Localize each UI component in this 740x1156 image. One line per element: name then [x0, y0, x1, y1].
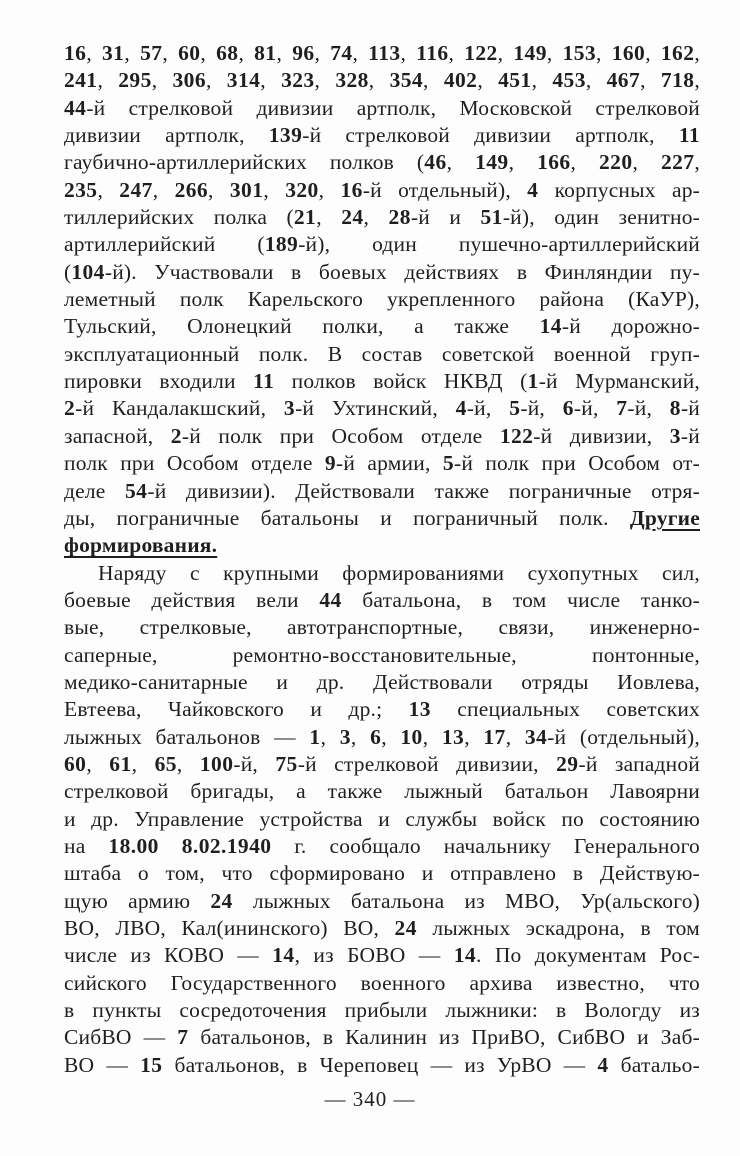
numeral: 220 — [599, 150, 633, 175]
numeral: 4 — [597, 1052, 609, 1077]
text-line: запасной, 2-й полк при Особом отделе 122-й дивизии, 3-й — [64, 423, 700, 448]
numeral: 6 — [370, 724, 382, 749]
numeral: 68 — [216, 41, 239, 65]
numeral: 116 — [416, 41, 449, 65]
text-line: ВО, ЛВО, Кал(ининского) ВО, 24 лыжных эскадрона, в том — [64, 916, 700, 940]
text-line: СибВО — 7 батальонов, в Калинин из ПриВО, СибВО и Заб- — [64, 1025, 700, 1050]
numeral: 247 — [119, 177, 153, 202]
text-line: Евтеева, Чайковского и др.; 13 специальных советских — [64, 697, 701, 722]
numeral: 301 — [229, 177, 264, 202]
numeral: 65 — [154, 751, 177, 776]
text-line: лыжных батальонов — 1, 3, 6, 10, 13, 17, 34-й (отдельный), — [64, 724, 700, 749]
numeral: 104 — [71, 259, 105, 284]
numeral: 8 — [669, 396, 681, 421]
numeral: 13 — [441, 724, 465, 749]
numeral: 81 — [254, 41, 277, 65]
numeral: 153 — [562, 41, 597, 65]
text-line: в пункты сосредоточения прибыли лыжники: в Вологду из — [64, 998, 700, 1023]
numeral: 60 — [178, 41, 201, 65]
numeral: 31 — [102, 41, 125, 65]
numeral: 160 — [611, 41, 646, 65]
numeral: 6 — [562, 396, 574, 421]
numeral: 453 — [552, 68, 586, 93]
numeral: 2 — [64, 396, 76, 421]
numeral: 100 — [199, 751, 234, 776]
numeral: 14 — [539, 314, 562, 339]
numeral: 24 — [394, 916, 417, 940]
text-line: 60, 61, 65, 100-й, 75-й стрелковой дивизии, 29-й западной — [64, 751, 701, 776]
numeral: 166 — [537, 150, 571, 175]
numeral: 314 — [226, 68, 261, 93]
numeral: 28 — [388, 205, 411, 230]
text-line: артиллерийский (189-й), один пушечно-артиллерийский — [64, 232, 700, 257]
numeral: 328 — [335, 68, 369, 93]
numeral: 21 — [293, 205, 317, 230]
text-line — [64, 532, 700, 559]
numeral: 451 — [498, 68, 532, 93]
numeral: 7 — [177, 1025, 189, 1050]
text-line: ВО — 15 батальонов, в Череповец — из УрВО — 4 батальо- — [64, 1052, 700, 1077]
numeral: 235 — [64, 177, 98, 202]
text-block — [64, 40, 700, 1079]
text-line: Тульский, Олонецкий полки, а также 14-й дорожно- — [64, 314, 701, 339]
emphasis-phrase: Другие — [629, 505, 700, 530]
numeral: 3 — [283, 396, 296, 421]
numeral: 306 — [172, 68, 206, 93]
numeral: 61 — [109, 751, 132, 776]
text-line: 241, 295, 306, 314, 323, 328, 354, 402, 451, 453, 467, 718, — [64, 68, 700, 93]
numeral: 13 — [408, 697, 431, 722]
numeral: 5 — [509, 396, 521, 421]
text-line: и др. Управление устройства и службы войск по состоянию — [64, 806, 700, 831]
text-line: ды, пограничные батальоны и пограничный полк. Другие — [64, 505, 700, 530]
numeral: 162 — [660, 41, 695, 65]
text-line: щую армию 24 лыжных батальона из МВО, Ур(альского) — [64, 888, 701, 913]
numeral: 24 — [341, 205, 364, 230]
text-line: деле 54-й дивизии). Действовали также пограничные отря- — [64, 478, 700, 503]
text-line: боевые действия вели 44 батальона, в том числе танко- — [64, 587, 700, 612]
numeral: 189 — [264, 232, 299, 257]
numeral: 14 — [272, 943, 295, 968]
text-line: полк при Особом отделе 9-й армии, 5-й полк при Особом от- — [64, 451, 701, 476]
text-line: тиллерийских полка (21, 24, 28-й и 51-й), один зенитно- — [64, 205, 701, 230]
numeral: 16 — [340, 177, 363, 202]
text-line: Наряду с крупными формированиями сухопутных сил, — [98, 560, 700, 585]
numeral: 266 — [174, 177, 209, 202]
numeral: 402 — [443, 68, 478, 93]
numeral: 1 — [309, 724, 321, 749]
numeral: 9 — [324, 451, 337, 476]
numeral: 4 — [455, 396, 467, 421]
text-line: 235, 247, 266, 301, 320, 16-й отдельный), 4 корпусных ар- — [64, 177, 701, 202]
numeral: 16 — [64, 41, 87, 65]
text-line: 44-й стрелковой дивизии артполк, Московской стрелковой — [64, 95, 700, 120]
numeral: 44 — [64, 95, 87, 120]
numeral: 2 — [170, 423, 182, 448]
numeral: 295 — [118, 68, 152, 93]
numeral: 5 — [442, 451, 454, 476]
numeral: 14 — [453, 943, 476, 968]
numeral: 60 — [64, 751, 87, 776]
numeral: 51 — [480, 205, 503, 230]
numeral: 113 — [368, 41, 401, 65]
numeral: 18.00 — [108, 833, 159, 858]
text-line: пировки входили 11 полков войск НКВД (1-й Мурманский, — [64, 369, 701, 394]
text-line: штаба о том, что сформировано и отправлено в Действую- — [64, 861, 700, 886]
text-line: сийского Государственного военного архива известно, что — [64, 970, 700, 995]
numeral: 467 — [606, 68, 641, 93]
numeral: 46 — [424, 150, 447, 175]
numeral: 149 — [475, 150, 509, 175]
numeral: 11 — [253, 369, 275, 394]
numeral: 24 — [210, 888, 233, 913]
numeral: 122 — [464, 41, 498, 65]
numeral: 44 — [319, 587, 342, 612]
text-line: числе из КОВО — 14, из БОВО — 14. По документам Рос- — [64, 943, 700, 968]
numeral: 11 — [678, 123, 700, 148]
text-line: 2-й Кандалакшский, 3-й Ухтинский, 4-й, 5-й, 6-й, 7-й, 8-й — [64, 396, 701, 421]
text-line: стрелковой бригады, а также лыжный батальон Лавоярни — [64, 779, 700, 804]
text-line: саперные, ремонтно-восстановительные, понтонные, — [64, 642, 700, 667]
page-number: — 340 — — [324, 1087, 416, 1111]
numeral: 354 — [389, 68, 424, 93]
text-line: дивизии артполк, 139-й стрелковой дивизии артполк, 11 — [64, 123, 700, 148]
text-line: (104-й). Участвовали в боевых действиях в Финляндии пу- — [64, 259, 700, 284]
numeral: 1 — [527, 369, 539, 394]
numeral: 227 — [660, 150, 695, 175]
numeral: 15 — [140, 1052, 163, 1077]
numeral: 17 — [483, 724, 506, 749]
text-line: эксплуатационный полк. В состав советской военной груп- — [64, 341, 700, 366]
numeral: 323 — [281, 68, 315, 93]
numeral: 10 — [400, 724, 423, 749]
numeral: 320 — [285, 177, 319, 202]
numeral: 718 — [660, 68, 695, 93]
text-line: 16, 31, 57, 60, 68, 81, 96, 74, 113, 116, 122, 149, 153, 160, 162, — [64, 41, 700, 65]
numeral: 139 — [268, 123, 303, 148]
numeral: 34 — [524, 724, 548, 749]
numeral: 122 — [499, 423, 534, 448]
text-line: вые, стрелковые, автотранспортные, связи, инженерно- — [64, 615, 700, 640]
numeral: 7 — [616, 396, 628, 421]
numeral: 241 — [64, 68, 98, 93]
emphasis-phrase: формирования. — [64, 533, 218, 558]
numeral: 149 — [513, 41, 547, 65]
numeral: 8.02.1940 — [181, 833, 272, 858]
numeral: 3 — [339, 724, 351, 749]
numeral: 74 — [330, 41, 353, 65]
numeral: 4 — [527, 177, 539, 202]
numeral: 96 — [292, 41, 315, 65]
text-line: медико-санитарные и др. Действовали отряды Иовлева, — [64, 669, 700, 694]
numeral: 75 — [275, 751, 298, 776]
numeral: 29 — [556, 751, 579, 776]
numeral: 3 — [669, 423, 681, 448]
text-line: на 18.00 8.02.1940 г. сообщало начальнику Генерального — [64, 833, 701, 858]
numeral: 54 — [125, 478, 148, 503]
text-line: леметный полк Карельского укрепленного района (КаУР), — [64, 287, 700, 312]
text-line: гаубично-артиллерийских полков (46, 149, 166, 220, 227, — [64, 150, 700, 175]
numeral: 57 — [140, 41, 163, 65]
